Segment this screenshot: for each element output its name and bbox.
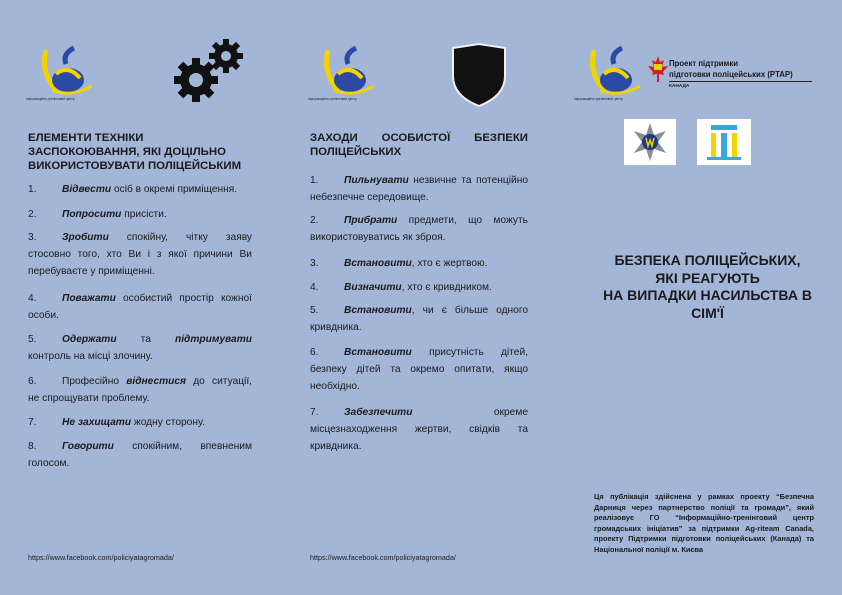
item-action: Забезпечити bbox=[344, 407, 413, 418]
logo-caption: Інформаційно-тренінговий центр bbox=[574, 97, 623, 101]
community-logo-icon bbox=[697, 119, 751, 165]
item-number: 2. bbox=[310, 215, 319, 226]
item-action: Встановити bbox=[344, 305, 412, 316]
item-action: Зробити bbox=[62, 232, 109, 243]
item-action: Відвести bbox=[62, 184, 112, 195]
rtar-line2: підготовки поліцейських (PTAP) bbox=[669, 69, 793, 79]
divider bbox=[669, 81, 812, 82]
list-item: 5. Одержати та підтримувати контроль на місці злочину. bbox=[28, 331, 252, 365]
shield-icon bbox=[450, 42, 508, 108]
list-item: 8. Говорити спокійним, впевненим голосом. bbox=[28, 438, 252, 472]
item-number: 2. bbox=[28, 209, 37, 220]
item-action: Поважати bbox=[62, 293, 116, 304]
list-item: 5. Встановити, чи є більше одного кривдника. bbox=[310, 302, 528, 336]
police-badge-icon bbox=[624, 119, 676, 165]
publication-note: Ця публікація здійснена у рамках проекту “Безпечна Дарниця через партнерство поліції та громади”, який реалізовує ГО “Інформаційно-тренінговий центр громадських ініціатив” за підтримки Ag-riteam Canada, проекту Підтримки підготовки поліцейських (Канада) та Національної поліції м. Києва bbox=[594, 492, 814, 554]
item-number: 4. bbox=[310, 282, 319, 293]
item-number: 5. bbox=[310, 305, 319, 316]
item-action: Попросити bbox=[62, 209, 122, 220]
list-item: 2. Попросити присісти. bbox=[28, 206, 252, 223]
itc-logo bbox=[574, 42, 654, 102]
item-number: 1. bbox=[28, 184, 37, 195]
list-item: 2. Прибрати предмети, що можуть використовуватись як зброя. bbox=[310, 212, 528, 246]
item-number: 6. bbox=[28, 376, 37, 387]
list-item: 3. Зробити спокійну, чітку заяву стосовно того, хто Ви і з якої причини Ви перебуваєте у приміщенні. bbox=[28, 229, 252, 280]
brochure-title bbox=[575, 252, 840, 322]
item-action: Встановити bbox=[344, 347, 412, 358]
item-number: 8. bbox=[28, 441, 37, 452]
maple-leaf-icon bbox=[648, 56, 668, 84]
title-line: НА ВИПАДКИ НАСИЛЬСТВА В bbox=[603, 287, 812, 303]
title-line: БЕЗПЕКА ПОЛІЦЕЙСЬКИХ, bbox=[614, 252, 801, 268]
rtar-line1: Проект підтримки bbox=[669, 59, 739, 68]
item-action: віднестися bbox=[126, 376, 187, 387]
item-number: 3. bbox=[310, 258, 319, 269]
item-action: Пильнувати bbox=[344, 175, 409, 186]
panel1-heading: ЕЛЕМЕНТИ ТЕХНІКИ ЗАСПОКОЮВАННЯ, ЯКІ ДОЦІЛЬНО ВИКОРИСТОВУВАТИ ПОЛІЦЕЙСЬКИМ bbox=[28, 132, 242, 172]
logo-caption: Інформаційно-тренінговий центр bbox=[308, 97, 357, 101]
list-item: 1. Відвести осіб в окремі приміщення. bbox=[28, 181, 252, 198]
list-item: 6. Встановити присутність дітей, безпеку дітей та окремо опитати, якщо необхідно. bbox=[310, 344, 528, 395]
item-action: Прибрати bbox=[344, 215, 398, 226]
item-number: 4. bbox=[28, 293, 37, 304]
logo-caption: Інформаційно-тренінговий центр bbox=[26, 97, 75, 101]
item-action: Не захищати bbox=[62, 417, 132, 428]
gears-icon bbox=[170, 38, 246, 104]
item-action: Встановити bbox=[344, 258, 412, 269]
item-number: 6. bbox=[310, 347, 319, 358]
title-line: СІМ'Ї bbox=[691, 304, 724, 321]
itc-logo bbox=[308, 42, 388, 102]
rtar-country: КАНАДА bbox=[669, 84, 690, 89]
panel1-url[interactable]: https://www.facebook.com/policiyatagromada/ bbox=[28, 553, 174, 562]
rtar-project-name bbox=[669, 59, 793, 80]
item-action: підтримувати bbox=[174, 334, 252, 345]
item-action: Визначити bbox=[344, 282, 402, 293]
item-number: 7. bbox=[310, 407, 319, 418]
panel2-url[interactable]: https://www.facebook.com/policiyatagromada/ bbox=[310, 553, 456, 562]
list-item: 7. Забезпечити окреме місцезнаходження жертви, свідків та кривдника. bbox=[310, 404, 528, 455]
list-item: 7. Не захищати жодну сторону. bbox=[28, 414, 252, 431]
itc-logo bbox=[26, 42, 106, 102]
list-item: 4. Визначити, хто є кривдником. bbox=[310, 279, 528, 296]
item-number: 3. bbox=[28, 232, 37, 243]
title-line: ЯКІ РЕАГУЮТЬ bbox=[655, 269, 760, 286]
item-number: 7. bbox=[28, 417, 37, 428]
list-item: 1. Пильнувати незвичне та потенційно небезпечне середовище. bbox=[310, 172, 528, 206]
item-action: Одержати bbox=[62, 334, 117, 345]
list-item: 6. Професійно віднестися до ситуації, не спрощувати проблему. bbox=[28, 373, 252, 407]
item-number: 5. bbox=[28, 334, 37, 345]
item-number: 1. bbox=[310, 175, 319, 186]
list-item: 4. Поважати особистий простір кожної особи. bbox=[28, 290, 252, 324]
list-item: 3. Встановити, хто є жертвою. bbox=[310, 255, 528, 272]
item-action: Говорити bbox=[62, 441, 114, 452]
panel2-heading: ЗАХОДИ ОСОБИСТОЇ БЕЗПЕКИ ПОЛІЦЕЙСЬКИХ bbox=[310, 132, 528, 158]
